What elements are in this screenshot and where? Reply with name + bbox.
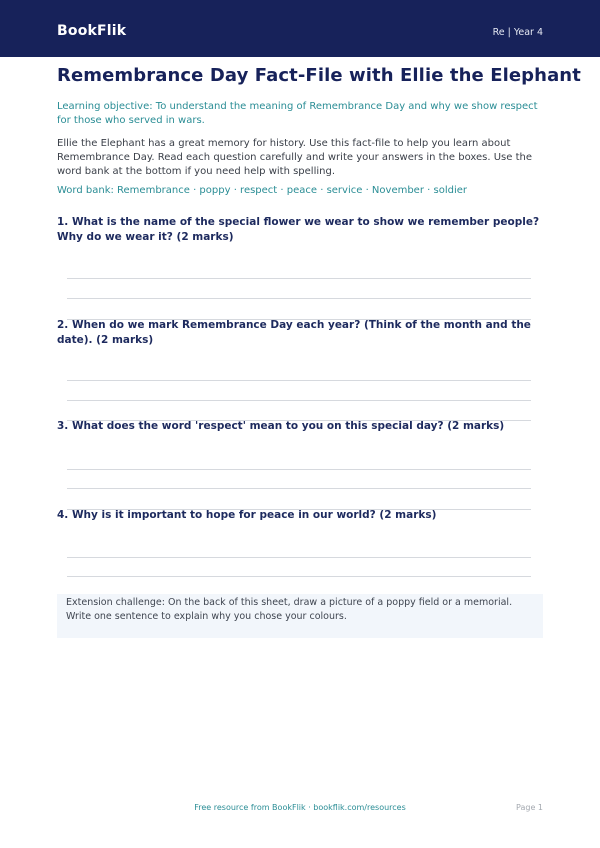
question-4 [57, 508, 543, 523]
question-2 [57, 318, 543, 348]
question-2-text: 2. When do we mark Remembrance Day each year? (Think of the month and the date). (2 marks) [57, 319, 531, 346]
question-1-text: 1. What is the name of the special flower we wear to show we remember people? Why do we wear it? (2 marks) [57, 216, 540, 243]
intro-paragraph: Ellie the Elephant has a great memory for history. Use this fact-file to help you learn about Remembrance Day. Read each question carefully and write your answers in the boxes. Use the word bank at the bottom if you need help with spelling. [57, 138, 533, 177]
question-4-text: 4. Why is it important to hope for peace in our world? (2 marks) [57, 509, 437, 521]
answer-line-3a[interactable] [67, 469, 531, 470]
footer-page-number: Page 1 [516, 803, 543, 812]
word-bank: Word bank: Remembrance · poppy · respect · peace · service · November · soldier [57, 185, 467, 196]
answer-line-2b[interactable] [67, 400, 531, 401]
learning-objective: Learning objective: To understand the meaning of Remembrance Day and why we show respect for those who served in wars. [57, 101, 538, 126]
header-meta: Re | Year 4 [492, 27, 543, 38]
page-header [0, 0, 600, 57]
answer-line-1b[interactable] [67, 298, 531, 299]
extension-challenge-box [57, 594, 543, 638]
answer-line-2a[interactable] [67, 380, 531, 381]
answer-line-4b[interactable] [67, 576, 531, 577]
question-3-text: 3. What does the word 'respect' mean to you on this special day? (2 marks) [57, 420, 505, 432]
page-title: Remembrance Day Fact-File with Ellie the Elephant [57, 65, 581, 86]
answer-line-4a[interactable] [67, 557, 531, 558]
answer-line-3b[interactable] [67, 488, 531, 489]
brand-logo-text: BookFlik [57, 23, 127, 39]
question-3 [57, 419, 543, 434]
extension-challenge-text: Extension challenge: On the back of this sheet, draw a picture of a poppy field or a memorial. Write one sentence to explain why you chose your colours. [66, 597, 513, 622]
footer-source: Free resource from BookFlik · bookflik.com/resources [194, 803, 406, 812]
answer-line-1a[interactable] [67, 278, 531, 279]
question-1 [57, 215, 543, 245]
